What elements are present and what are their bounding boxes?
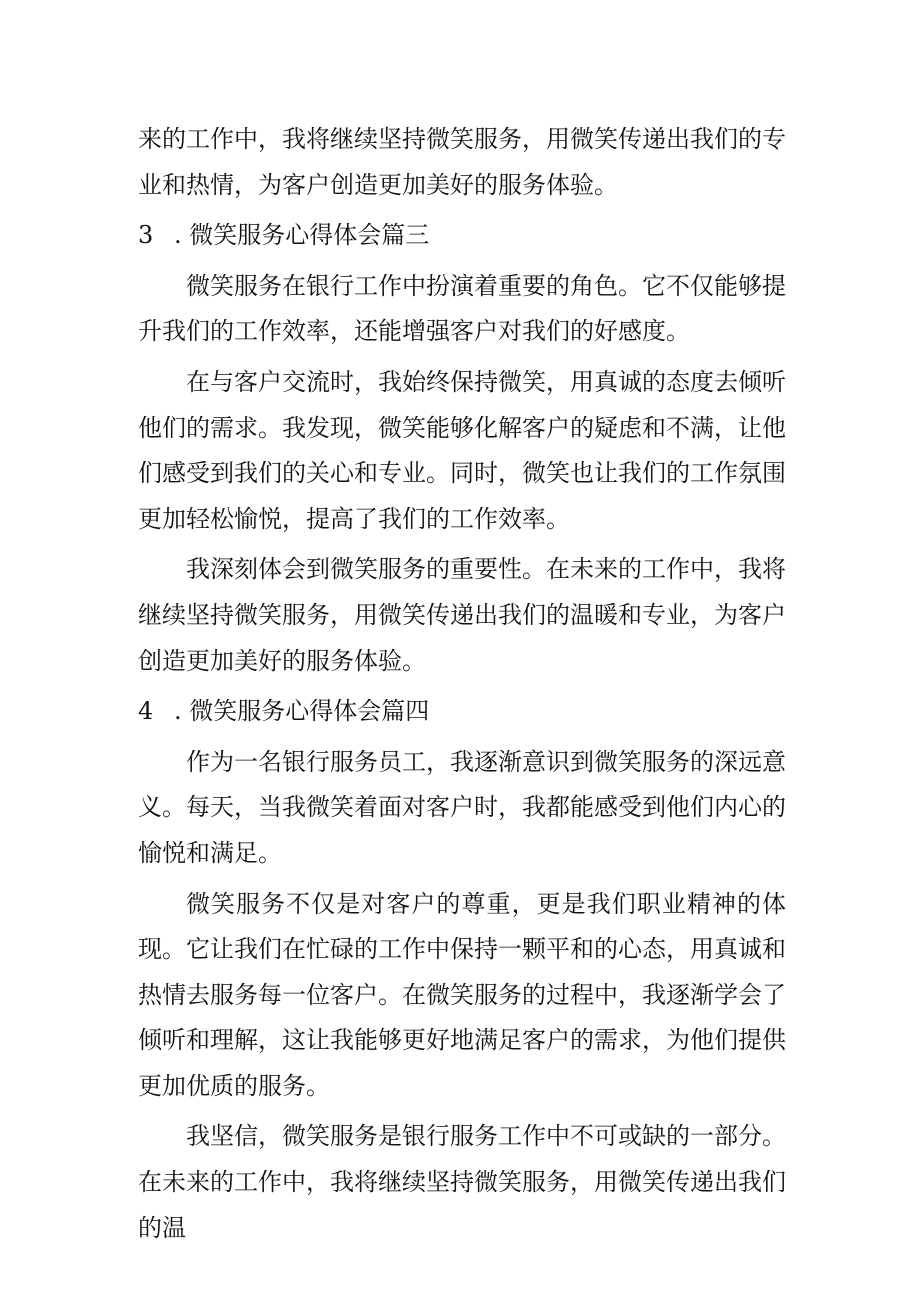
paragraph: 作为一名银行服务员工，我逐渐意识到微笑服务的深远意义。每天，当我微笑着面对客户时，我都能感受到他们内心的愉悦和满足。: [138, 747, 786, 867]
section-number: 3: [138, 221, 154, 250]
paragraph: 我坚信，微笑服务是银行服务工作中不可或缺的一部分。在未来的工作中，我将继续坚持微笑服务，用微笑传递出我们的温: [138, 1122, 786, 1242]
paragraph-continuation: 来的工作中，我将继续坚持微笑服务，用微笑传递出我们的专业和热情，为客户创造更加美好的服务体验。: [138, 125, 786, 199]
section-heading-3: [138, 213, 786, 259]
section-title: . 微笑服务心得体会篇三: [174, 221, 430, 250]
section-title: . 微笑服务心得体会篇四: [174, 697, 430, 726]
paragraph: 微笑服务在银行工作中扮演着重要的角色。它不仅能够提升我们的工作效率，还能增强客户对我们的好感度。: [138, 271, 786, 346]
paragraph: 微笑服务不仅是对客户的尊重，更是我们职业精神的体现。它让我们在忙碌的工作中保持一颗平和的心态，用真诚和热情去服务每一位客户。在微笑服务的过程中，我逐渐学会了倾听和理解，这让我能够更好地满足客户的需求，为他们提供更加优质的服务。: [138, 889, 786, 1100]
section-number: 4: [138, 697, 154, 726]
paragraph: 在与客户交流时，我始终保持微笑，用真诚的态度去倾听他们的需求。我发现，微笑能够化解客户的疑虑和不满，让他们感受到我们的关心和专业。同时，微笑也让我们的工作氛围更加轻松愉悦，提高了我们的工作效率。: [138, 367, 786, 533]
paragraph: 我深刻体会到微笑服务的重要性。在未来的工作中，我将继续坚持微笑服务，用微笑传递出我们的温暖和专业，为客户创造更加美好的服务体验。: [138, 555, 786, 675]
document-body: [138, 117, 786, 1256]
section-heading-4: [138, 689, 786, 735]
